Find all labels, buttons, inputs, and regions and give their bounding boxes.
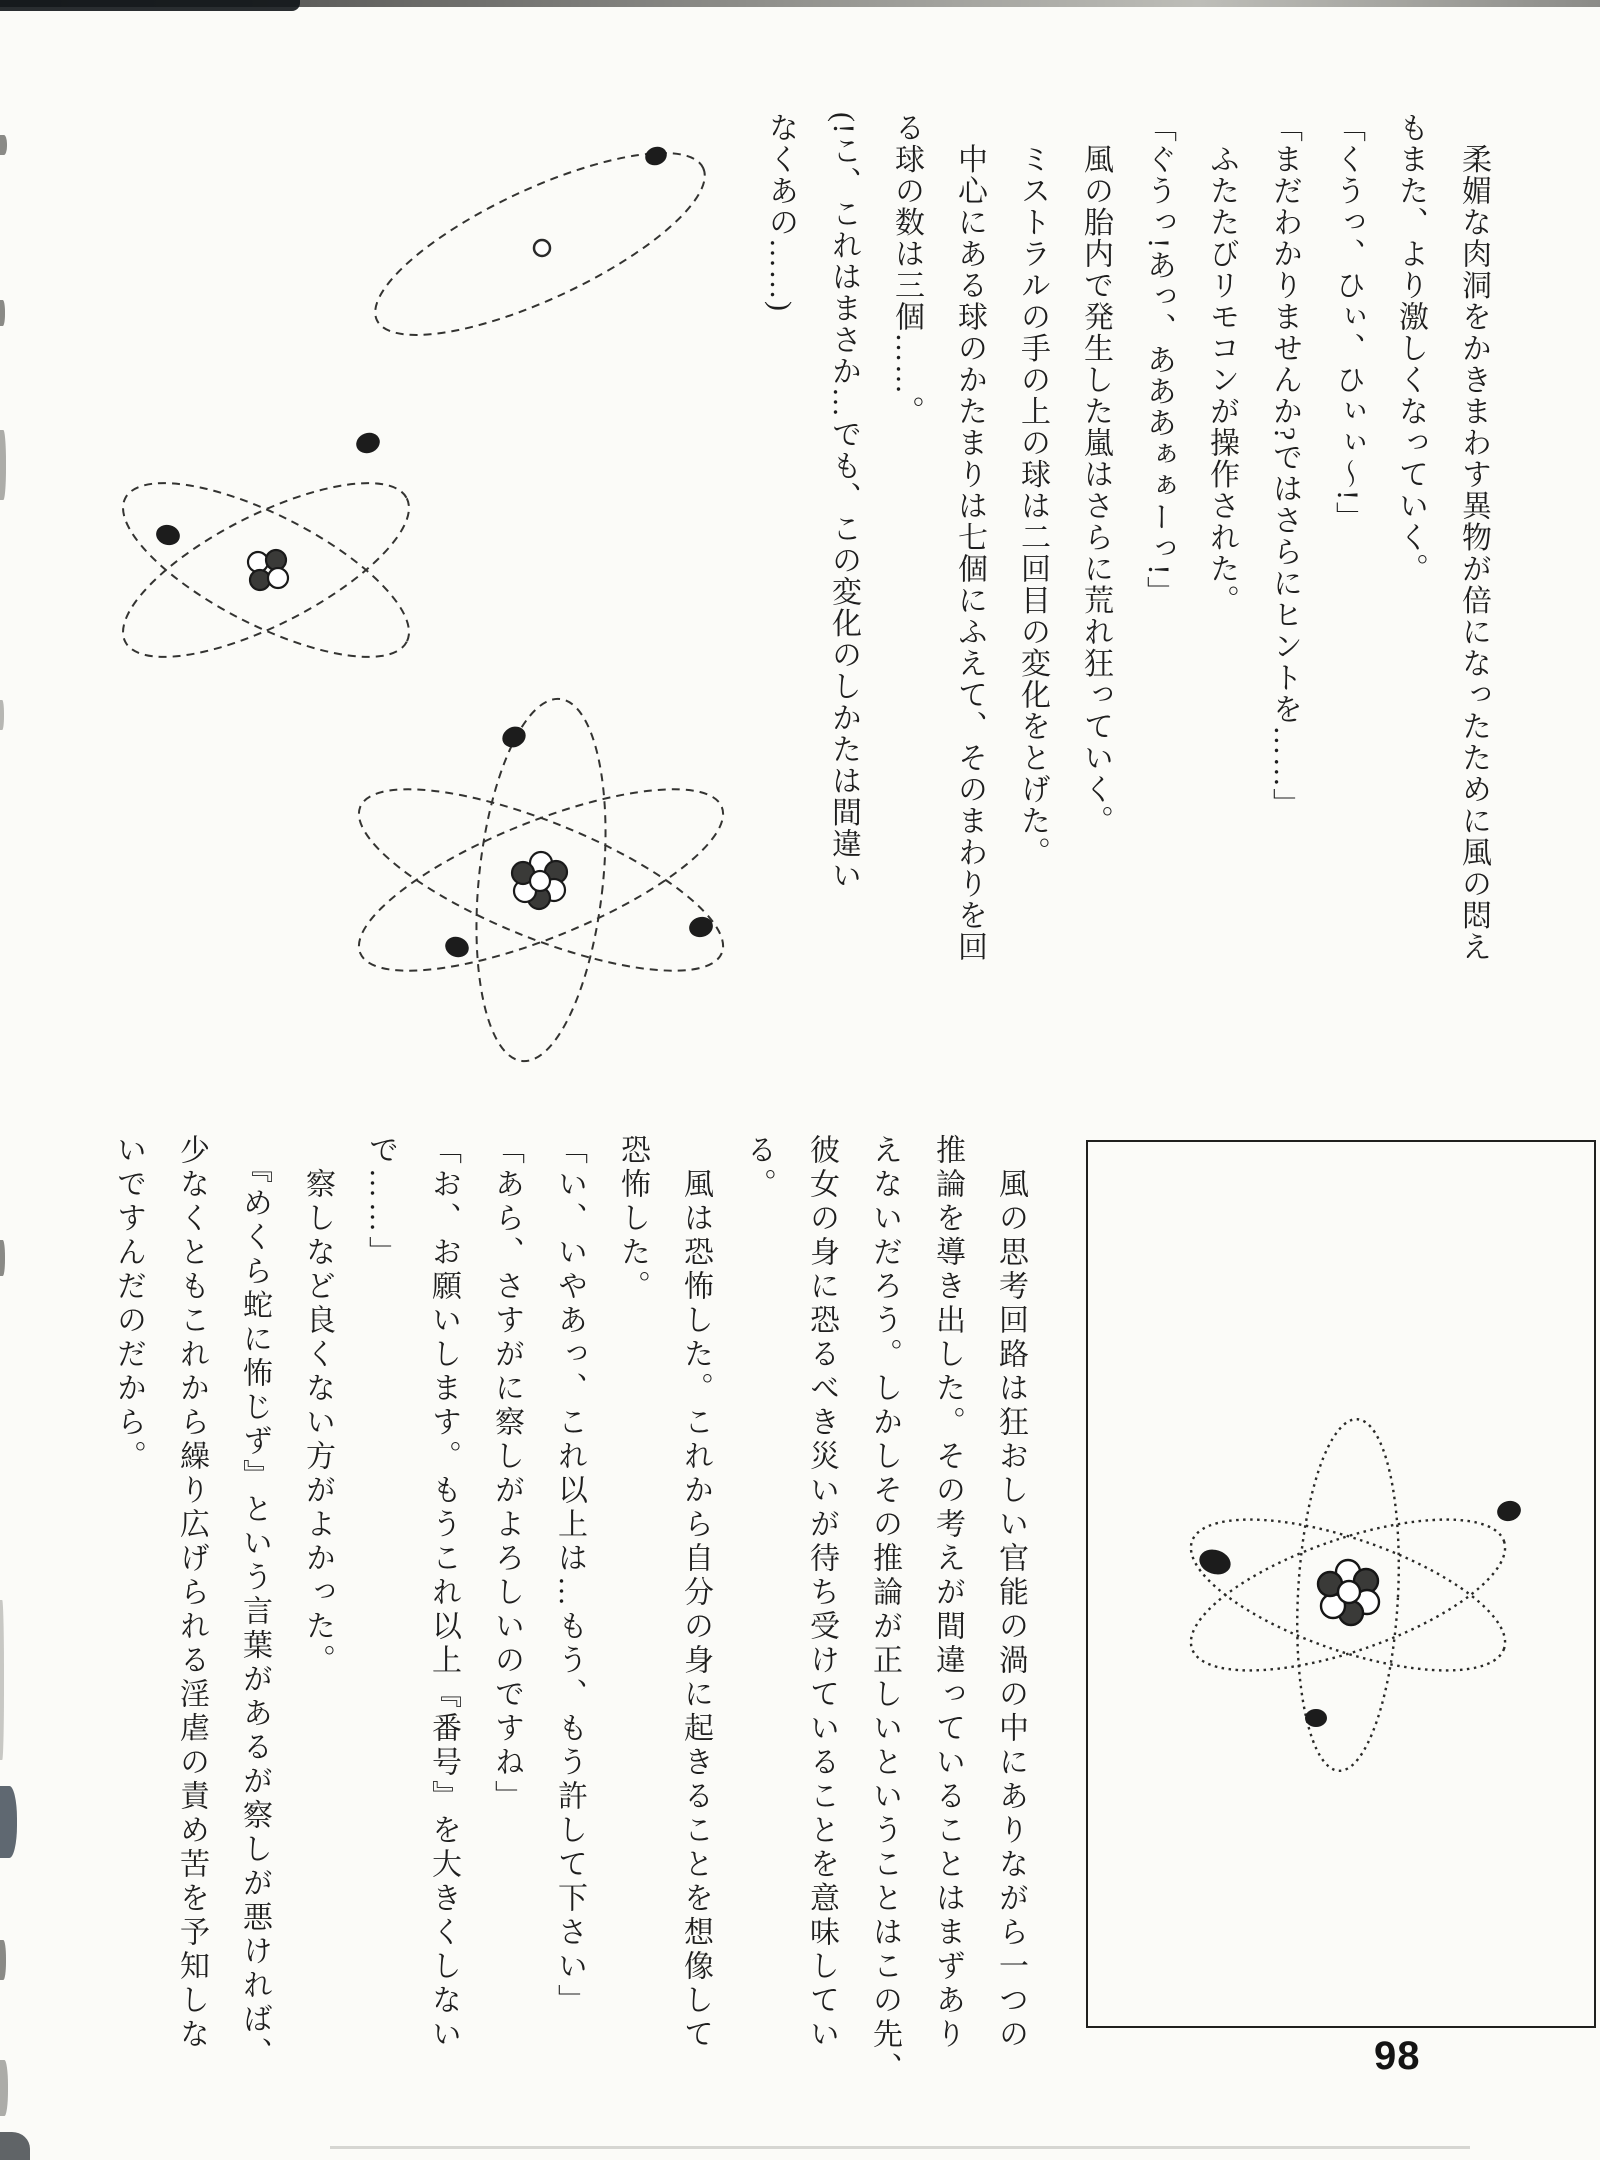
- text-column: 『めくら蛇に怖じず』という言葉があるが察しが悪ければ、: [238, 1134, 271, 2071]
- electron-dot: [499, 723, 529, 751]
- electron-dot: [1196, 1546, 1234, 1579]
- text-column: 少なくともこれから繰り広げられる淫虐の責め苦を予知しな: [175, 1134, 208, 2052]
- scan-speck: [0, 2060, 8, 2116]
- text-column: えないだろう。しかしその推論が正しいということはこの先、: [868, 1134, 901, 2086]
- text-column: ミストラルの手の上の球は二回目の変化をとげた。: [1016, 112, 1049, 868]
- scan-edge-top: [0, 0, 1600, 7]
- bottom-text-block: [97, 1134, 1042, 2134]
- scan-speck: [0, 1940, 6, 1980]
- scan-speck: [0, 1240, 5, 1276]
- atom-diagram-three-orbits: [350, 655, 770, 1075]
- text-column: 「あら、さすがに察しがよろしいのですね」: [490, 1134, 523, 1814]
- nucleus-hollow-dot: [534, 240, 550, 256]
- atom-diagram-boxed: [1086, 1140, 1596, 2028]
- text-column: 風の胎内で発生した嵐はさらに荒れ狂っていく。: [1079, 112, 1112, 837]
- text-column: 中心にある球のかたまりは七個にふえて、そのまわりを回: [953, 112, 986, 963]
- text-column: ふたたびリモコンが操作された。: [1205, 112, 1238, 616]
- electron-dot: [1495, 1498, 1523, 1524]
- electron-dot: [643, 144, 670, 168]
- text-column: もまた、より激しくなっていく。: [1394, 112, 1427, 585]
- text-column: 「ぐうっ!あっ、あああぁぁーっ!」: [1142, 112, 1175, 608]
- scan-speck: [0, 1600, 4, 1760]
- nucleus-cluster: [1318, 1560, 1379, 1625]
- page-number: 98: [1374, 2034, 1421, 2078]
- text-column: 「お、お願いします。もうこれ以上『番号』を大きくしない: [427, 1134, 460, 2052]
- text-column: (!こ、これはまさか…でも、この変化のしかたは間違い: [827, 112, 860, 891]
- text-column: る。: [742, 1134, 775, 1202]
- electron-dot: [1305, 1709, 1327, 1727]
- text-column: なくあの……): [764, 112, 797, 313]
- text-column: で……」: [364, 1134, 397, 1270]
- text-column: 「い、いやあっ、これ以上は…もう、もう許して下さい」: [553, 1134, 586, 2018]
- nucleus-cluster: [512, 852, 567, 909]
- electron-dot: [154, 522, 182, 548]
- text-column: 風は恐怖した。これから自分の身に起きることを想像して: [679, 1134, 712, 2052]
- text-column: いですんだのだから。: [112, 1134, 145, 1474]
- scan-speck: [0, 300, 5, 326]
- scan-bottom-line: [330, 2146, 1470, 2149]
- text-column: 恐怖した。: [616, 1134, 649, 1304]
- scan-speck: [0, 135, 7, 155]
- scan-corner-mark: [0, 2132, 30, 2160]
- text-column: 風の思考回路は狂おしい官能の渦の中にありながら一つの: [994, 1134, 1027, 2052]
- text-column: 「まだわかりませんか?ではさらにヒントを……」: [1268, 112, 1301, 820]
- text-column: 察しなど良くない方がよかった。: [301, 1134, 334, 1678]
- electron-dot: [353, 429, 382, 456]
- text-column: 「くうっ、ひぃ、ひぃぃ～!」: [1331, 112, 1364, 533]
- text-column: る球の数は三個……。: [890, 112, 923, 427]
- scan-speck: [0, 430, 6, 500]
- atom-diagram-single-orbit: [348, 110, 738, 380]
- scan-blob-left: [0, 1786, 17, 1858]
- scan-speck: [0, 700, 4, 730]
- text-column: 彼女の身に恐るべき災いが待ち受けていることを意味してい: [805, 1134, 838, 2052]
- scan-edge-top-left: [0, 0, 300, 11]
- nucleus-cluster: [248, 550, 288, 590]
- text-column: 柔媚な肉洞をかきまわす異物が倍になったために風の悶え: [1457, 112, 1490, 963]
- electron-dot: [442, 933, 471, 960]
- top-text-block: [749, 112, 1505, 1017]
- text-column: 推論を導き出した。その考えが間違っていることはまずあり: [931, 1134, 964, 2052]
